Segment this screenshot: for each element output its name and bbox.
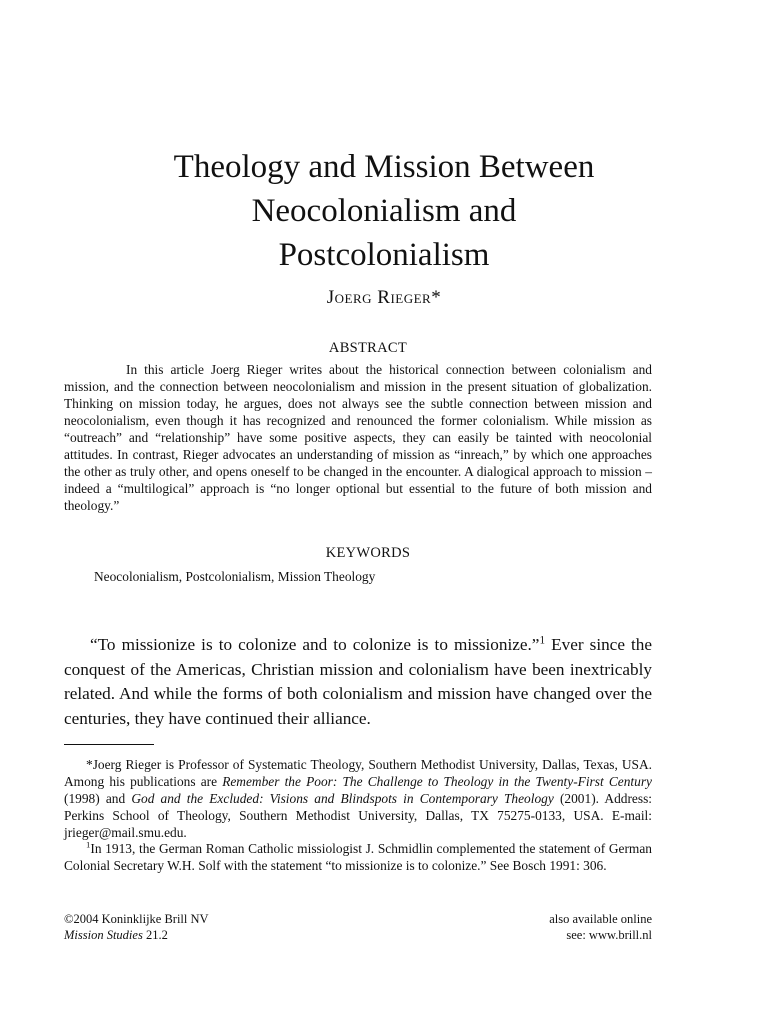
footnote-reference-1: 1 <box>539 634 546 647</box>
author-footnote-marker: * <box>431 287 442 308</box>
publisher-site: see: www.brill.nl <box>566 928 652 942</box>
keywords-list: Neocolonialism, Postcolonialism, Mission Theology <box>94 569 376 584</box>
title-line-3: Postcolonialism <box>278 237 490 273</box>
footer-copyright-block <box>64 911 209 943</box>
keywords-heading: KEYWORDS <box>325 545 411 561</box>
author-name: Joerg Rieger <box>326 287 432 308</box>
journal-issue: Mission Studies 21.2 <box>64 928 168 942</box>
footnote-author-text-1: Joerg Rieger is Professor of Systematic Theology, Southern Methodist University, Dallas, Texas, USA. Among his publications are <box>64 757 652 789</box>
title-line-2: Neocolonialism and <box>251 193 517 229</box>
article-title <box>0 145 768 277</box>
footer-online-block <box>549 911 652 943</box>
footnote-divider <box>64 744 154 745</box>
online-availability: also available online <box>549 912 652 926</box>
book-title-2: God and the Excluded: Visions and Blindspots in Contemporary Theology <box>131 791 554 806</box>
copyright-text: ©2004 Koninklijke Brill NV <box>64 912 209 926</box>
abstract-heading: ABSTRACT <box>328 340 408 356</box>
footnote-1-text: In 1913, the German Roman Catholic missiologist J. Schmidlin complemented the statement of German Colonial Secretary W.H. Solf with the statement “to missionize is to colonize.” See Bosch 1991: 306. <box>64 841 652 873</box>
author-line <box>0 287 768 309</box>
book-title-1: Remember the Poor: The Challenge to Theology in the Twenty-First Century <box>222 774 652 789</box>
body-text-rest: Ever since the conquest of the Americas, Christian mission and colonialism have been inextricably related. And while the forms of both colonialism and mission have changed over the centuries, they have continued their alliance. <box>64 635 653 728</box>
footnote-author-marker: * <box>86 757 93 772</box>
footnote-1-marker: 1 <box>86 839 91 850</box>
footnote-author-text-3: (2001). Address: Perkins School of Theology, Southern Methodist University, Dallas, TX 75275-0133, USA. E-mail: jrieger@mail.smu.edu. <box>64 791 653 840</box>
footnote-author <box>64 756 652 841</box>
abstract-text: In this article Joerg Rieger writes about the historical connection between colonialism and mission, and the connection between neocolonialism and mission in the present situation of globalization. Thinking on mission today, he argues, does not always see the subtle connection between mission and neocolonialism, even though it has recognized and renounced the former colonialism. While mission as “outreach” and “relationship” have some positive aspects, they can easily be tainted with neocolonial attitudes. In contrast, Rieger advocates an understanding of mission as “inreach,” by which one approaches the other as truly other, and opens oneself to be changed in the encounter. A dialogical approach to mission – indeed a “multilogical” approach is “no longer optional but essential to the future of both mission and theology.” <box>64 362 652 513</box>
opening-quote: “To missionize is to colonize and to colonize is to missionize.” <box>90 635 540 654</box>
body-paragraph <box>64 633 652 731</box>
footnote-1 <box>64 840 652 874</box>
journal-name: Mission Studies <box>64 928 143 942</box>
title-line-1: Theology and Mission Between <box>173 149 595 185</box>
footnote-author-text-2: (1998) and <box>64 791 132 806</box>
